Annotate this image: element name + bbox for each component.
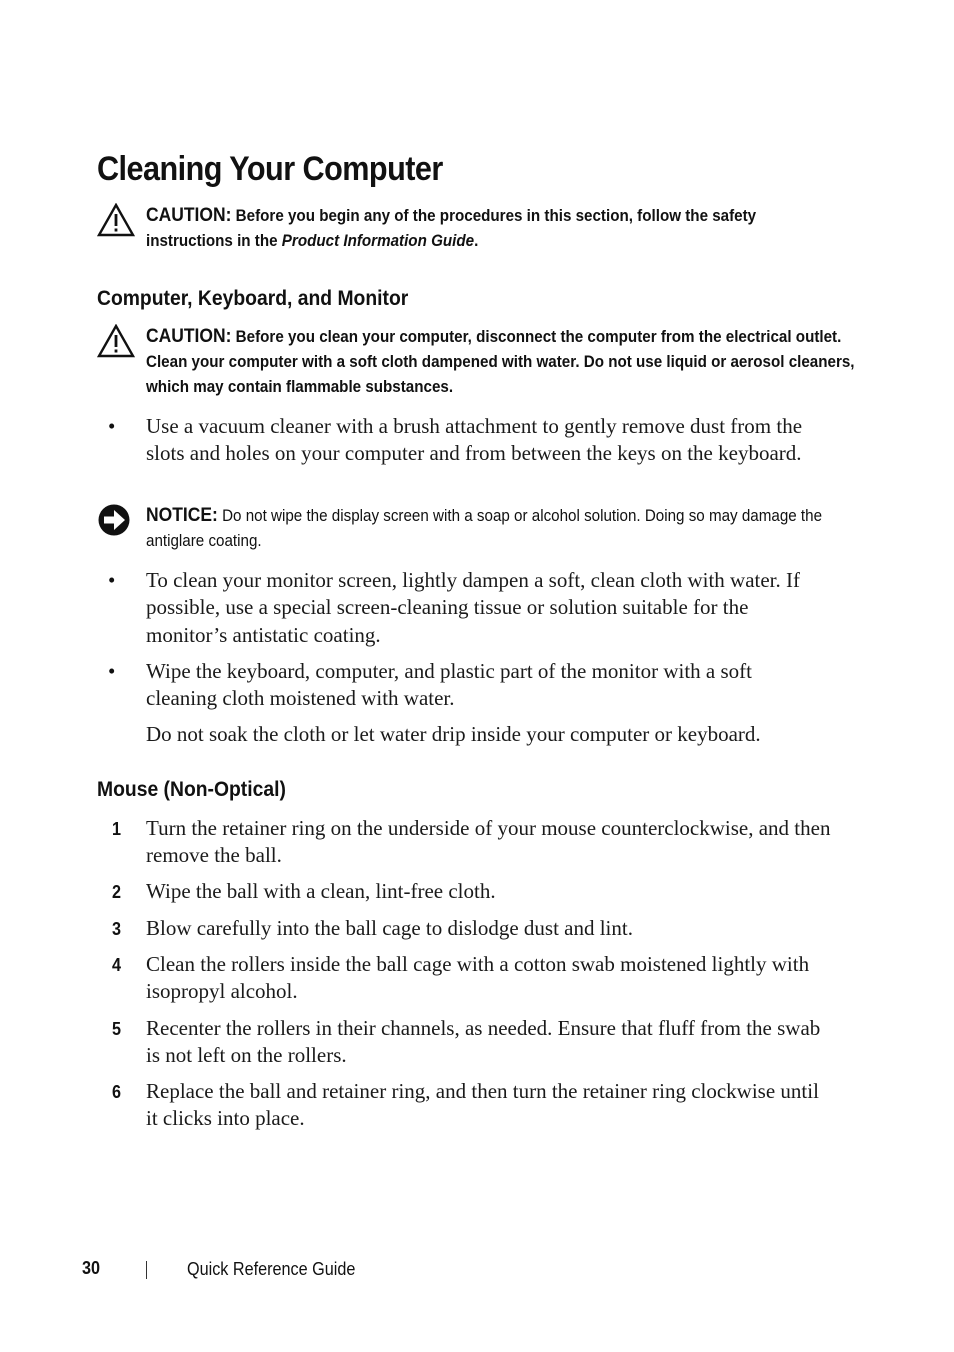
section-heading-mouse: Mouse (Non-Optical) xyxy=(97,778,286,801)
product-information-guide-reference: Product Information Guide xyxy=(281,232,475,250)
caution-text xyxy=(146,203,827,254)
step-text: Recenter the rollers in their channels, as needed. Ensure that fluff from the swab is not left on the rollers. xyxy=(146,1016,821,1068)
list-item xyxy=(108,413,828,468)
step-item xyxy=(112,878,832,905)
step-text: Blow carefully into the ball cage to dislodge dust and lint. xyxy=(146,916,633,940)
notice-label: NOTICE: xyxy=(146,505,218,526)
bullet-marker: • xyxy=(108,659,116,683)
notice-arrow-icon xyxy=(97,503,135,537)
list-item-followup-text: Do not soak the cloth or let water drip inside your computer or keyboard. xyxy=(146,722,761,746)
caution-label: CAUTION: xyxy=(146,326,232,347)
warning-triangle-icon xyxy=(97,324,135,358)
step-text: Wipe the ball with a clean, lint-free cloth. xyxy=(146,879,496,903)
step-number: 2 xyxy=(112,882,122,902)
page-title: Cleaning Your Computer xyxy=(97,150,443,188)
caution-trailing-period: . xyxy=(474,232,479,250)
caution-callout-general xyxy=(97,203,827,254)
notice-body: Do not wipe the display screen with a soap or alcohol solution. Doing so may damage the antiglare coating. xyxy=(146,507,823,550)
bullet-marker: • xyxy=(108,568,116,592)
list-item-text: Use a vacuum cleaner with a brush attachment to gently remove dust from the slots and holes on your computer and from between the keys on the keyboard. xyxy=(146,414,803,466)
step-number: 6 xyxy=(112,1082,122,1102)
footer-divider xyxy=(146,1261,147,1279)
list-item xyxy=(108,658,828,713)
step-item xyxy=(112,951,832,1006)
caution-label: CAUTION: xyxy=(146,205,232,226)
warning-triangle-icon xyxy=(97,203,135,237)
step-item xyxy=(112,815,832,870)
section-heading-computer-keyboard-monitor: Computer, Keyboard, and Monitor xyxy=(97,287,409,310)
caution-body: Before you clean your computer, disconnect the computer from the electrical outlet. Clean your computer with a soft cloth dampened with water. Do not use liquid or aerosol cleaners, which may contain flammable substances. xyxy=(146,328,855,396)
bullet-marker: • xyxy=(108,414,116,438)
list-item xyxy=(108,567,828,649)
document-title: Quick Reference Guide xyxy=(187,1259,356,1279)
step-item xyxy=(112,1015,832,1070)
list-item-text: Wipe the keyboard, computer, and plastic part of the monitor with a soft cleaning cloth moistened with water. xyxy=(146,659,752,711)
caution-body: Before you begin any of the procedures in this section, follow the safety instructions in the xyxy=(146,207,757,250)
step-number: 1 xyxy=(112,819,122,839)
caution-callout-disconnect xyxy=(97,324,855,400)
step-number: 3 xyxy=(112,919,122,939)
step-item xyxy=(112,1078,832,1133)
notice-text xyxy=(146,503,845,554)
step-number: 5 xyxy=(112,1019,122,1039)
notice-callout xyxy=(97,503,827,554)
page-number: 30 xyxy=(82,1258,101,1278)
step-text: Turn the retainer ring on the underside of your mouse counterclockwise, and then remove the ball. xyxy=(146,816,831,868)
page-footer xyxy=(0,1258,954,1282)
list-item-text: To clean your monitor screen, lightly dampen a soft, clean cloth with water. If possible, use a special screen-cleaning tissue or solution suitable for the monitor’s antistatic coating. xyxy=(146,568,800,647)
step-item xyxy=(112,915,832,942)
step-number: 4 xyxy=(112,955,122,975)
step-text: Replace the ball and retainer ring, and then turn the retainer ring clockwise until it clicks into place. xyxy=(146,1079,819,1131)
caution-text xyxy=(146,324,859,400)
step-text: Clean the rollers inside the ball cage with a cotton swab moistened lightly with isopropyl alcohol. xyxy=(146,952,810,1004)
